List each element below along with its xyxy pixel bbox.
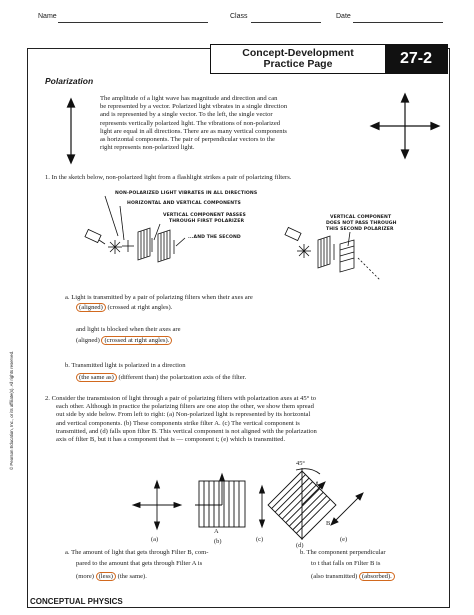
sketch-label-nonpolarized: NON-POLARIZED LIGHT VIBRATES IN ALL DIRECTIONS xyxy=(115,191,258,196)
answer-aligned[interactable]: (aligned) xyxy=(76,303,106,312)
intro-line: represents vertically polarized light. The vibrations of non-polarized xyxy=(100,119,281,127)
option-same[interactable]: (the same). xyxy=(117,573,147,580)
title-line-2: Practice Page xyxy=(263,58,333,70)
q2a-line-1: a. The amount of light that gets through Filter B, com- xyxy=(65,549,209,556)
answer-same-as[interactable]: (the same as) xyxy=(76,373,117,382)
panel-c-label: (c) xyxy=(256,536,264,543)
name-label: Name xyxy=(38,13,57,20)
q2a-options xyxy=(76,573,147,581)
sketch-label-second: ...AND THE SECOND xyxy=(188,235,241,240)
sketch-label-passes-1: VERTICAL COMPONENT PASSES xyxy=(163,213,246,218)
q2-line: transmitted, and (d) falls upon filter B. This vertical component is not aligned with the polarization xyxy=(56,427,317,435)
q2a-line-2: pared to the amount that gets through Filter A is xyxy=(76,560,203,567)
q2-line: each other. Although in practice the polarizing filters are one atop the other, we show them spread xyxy=(56,403,314,411)
option-also-transmitted[interactable]: (also transmitted) xyxy=(311,573,358,580)
q2-line: out side by side below. From left to right: (a) Non-polarized light is represented by its horizontal xyxy=(56,411,311,419)
intro-line: right represents non-polarized light. xyxy=(100,144,195,152)
title-line-1: Concept-Development xyxy=(242,47,354,59)
sketch-label-components: HORIZONTAL AND VERTICAL COMPONENTS xyxy=(127,201,241,206)
option-aligned-2[interactable]: (aligned) xyxy=(76,337,100,344)
answer-crossed[interactable]: (crossed at right angles). xyxy=(101,336,172,345)
intro-line: be represented by a vector. Polarized light vibrates in a single direction xyxy=(100,103,288,111)
page-number: 27-2 xyxy=(385,45,447,73)
panel-d-label: (d) xyxy=(296,542,304,549)
q2-line: 2. Consider the transmission of light through a pair of polarizing filters with polarization axes at 45° to xyxy=(45,395,317,402)
option-crossed[interactable]: (crossed at right angles). xyxy=(107,304,173,311)
component-t-label: t xyxy=(316,480,319,487)
filter-a-label: A xyxy=(214,528,219,535)
panel-b-label: (b) xyxy=(214,538,222,545)
question-1-prompt: 1. In the sketch below, non-polarized light from a flashlight strikes a pair of polarizing filters. xyxy=(45,174,292,181)
q2b-options xyxy=(311,573,395,581)
section-title: Polarization xyxy=(45,76,94,86)
q2-line: axis of filter B, but it has a component that is — component t; (e) which is transmitted. xyxy=(56,436,286,444)
q1b-line-1: b. Transmitted light is polarized in a direction xyxy=(65,362,186,369)
panel-c-vector-icon xyxy=(260,486,265,527)
q2b-line-1: b. The component perpendicular xyxy=(300,549,386,556)
filter-b-label: B xyxy=(326,520,331,527)
q2b-line-2: to t that falls on Filter B is xyxy=(311,560,381,567)
sketch-label-right-3: THIS SECOND POLARIZER xyxy=(326,227,394,232)
intro-line: The amplitude of a light wave has magnitude and direction and can xyxy=(100,95,278,102)
panel-e-label: (e) xyxy=(340,536,348,543)
class-label: Class xyxy=(230,13,248,20)
q1b-tail: the polarization axis of the filter. xyxy=(160,374,247,381)
intro-line: as horizontal components. The pair of perpendicular vectors to the xyxy=(100,136,275,144)
answer-less[interactable]: (less) xyxy=(96,572,116,581)
sketch-label-passes-2: THROUGH FIRST POLARIZER xyxy=(169,219,245,224)
sketch-label-right-2: DOES NOT PASS THROUGH xyxy=(326,221,397,226)
sketch-label-right-1: VERTICAL COMPONENT xyxy=(330,215,392,220)
q1a-line-2: and light is blocked when their axes are xyxy=(76,326,181,333)
q2-line: and vertical components. (b) These components strike filter A. (c) The vertical component is xyxy=(56,419,300,427)
answer-absorbed[interactable]: (absorbed). xyxy=(359,572,395,581)
panel-a-cross-icon xyxy=(133,481,181,529)
option-more[interactable]: (more) xyxy=(76,573,94,580)
angle-label: 45° xyxy=(296,460,305,467)
panel-e-vector-icon xyxy=(331,493,363,525)
intro-line: light are equal in all directions. There are as many vertical components xyxy=(100,127,287,135)
copyright-notice: © Pearson Education, Inc., or its affiliate(s). All rights reserved. xyxy=(9,350,14,470)
footer-title: CONCEPTUAL PHYSICS xyxy=(30,597,123,606)
q1a-line-1: a. Light is transmitted by a pair of polarizing filters when their axes are xyxy=(65,294,253,301)
panel-a-label: (a) xyxy=(151,536,159,543)
option-different[interactable]: (different than) xyxy=(118,374,159,381)
date-label: Date xyxy=(336,13,351,20)
intro-line: and is represented by a single vector. To the left, the single vector xyxy=(100,111,273,119)
